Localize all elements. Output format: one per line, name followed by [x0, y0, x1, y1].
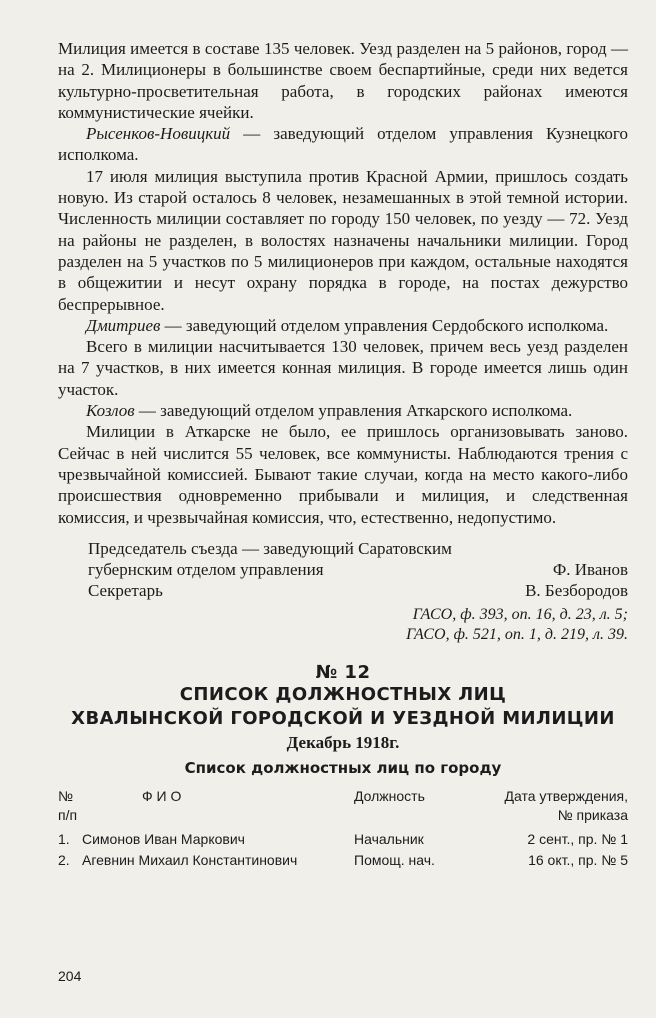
document-number: № 12 [315, 661, 371, 683]
table-header-row [58, 787, 628, 827]
speaker-paragraph [58, 123, 628, 166]
row-position: Начальник [354, 830, 424, 847]
officials-table [58, 787, 628, 869]
page-content [58, 38, 628, 869]
speaker-name: Дмитриев [86, 315, 161, 335]
header-position: Должность [354, 787, 425, 804]
speaker-role: — заведующий отделом управления Кузнецкого исполкома. [58, 124, 628, 165]
header-number: № п/п [58, 787, 78, 823]
document-title-line-1: СПИСОК ДОЛЖНОСТНЫХ ЛИЦ [179, 683, 507, 705]
paragraph: 17 июля милиция выступила против Красной Армии, пришлось создать новую. Из старой осталось 8 человек, незамешанных в этой темной истории. Численность милиции составляет по городу 150 человек, по уезду — 72. Уезд на районы не разделен, в волостях назначены начальники милиции. Город разделен на 5 участков по 5 милиционеров при каждом, остальные находятся в общежитии и несут охрану порядка в городе, на постах дежурство беспрерывное. [58, 166, 628, 314]
speaker-name: Козлов [86, 401, 135, 421]
speaker-paragraph [58, 400, 628, 421]
row-position: Помощ. нач. [354, 851, 435, 868]
paragraph: Всего в милиции насчитывается 130 человек, причем весь уезд разделен на 7 участков, в них имеется конная милиция. В городе имеется лишь один участок. [58, 337, 628, 399]
row-date: 2 сент., пр. № 1 [527, 830, 628, 847]
document-date: Декабрь 1918г. [286, 732, 400, 752]
page-number: 204 [58, 968, 82, 984]
speaker-role: — заведующий отделом управления Аткарского исполкома. [134, 401, 573, 421]
row-date: 16 окт., пр. № 5 [528, 851, 628, 868]
chair-name: Ф. Иванов [552, 560, 628, 580]
row-number: 2. [58, 851, 70, 868]
paragraph: Милиция имеется в составе 135 человек. Уезд разделен на 5 районов, город — на 2. Милиционеры в большинстве своем беспартийные, среди них ведется культурно-просветительная работа, в городских районах имеются коммунистические ячейки. [58, 39, 628, 122]
speaker-role: — заведующий отделом управления Сердобского исполкома. [160, 315, 609, 335]
source-line: ГАСО, ф. 393, оп. 16, д. 23, л. 5; [412, 605, 628, 623]
signature-block [58, 538, 628, 602]
speaker-paragraph [58, 315, 628, 336]
paragraph: Милиции в Аткарске не было, ее пришлось организовывать заново. Сейчас в ней числится 55 человек, все коммунисты. Наблюдаются трения с чрезвычайной комиссией. Бывают такие случаи, когда на место какого-либо происшествия одновременно прибывали и милиция, и следственная комиссия, и чрезвычайная комиссия, что, естественно, недопустимо. [58, 422, 628, 527]
document-title-line-2: ХВАЛЫНСКОЙ ГОРОДСКОЙ И УЕЗДНОЙ МИЛИЦИИ [71, 707, 615, 729]
document-title [58, 683, 628, 731]
header-date: Дата утверждения, № приказа [504, 787, 628, 823]
chair-title-line-1: Председатель съезда — заведующий Саратовским [88, 538, 452, 558]
secretary-name: В. Безбородов [525, 581, 628, 601]
source-line: ГАСО, ф. 521, оп. 1, д. 219, л. 39. [406, 626, 628, 644]
archive-sources [58, 605, 628, 646]
row-number: 1. [58, 830, 70, 847]
chair-title-line-2: губернским отделом управления [88, 560, 324, 580]
row-fio: Симонов Иван Маркович [82, 830, 245, 847]
row-fio: Агевнин Михаил Константинович [82, 851, 298, 868]
document-subtitle: Список должностных лиц по городу [184, 758, 502, 777]
table-row [58, 827, 628, 848]
table-row [58, 848, 628, 869]
header-fio: Ф И О [142, 787, 182, 804]
secretary-title: Секретарь [88, 581, 163, 601]
speaker-name: Рысенков-Новицкий [86, 124, 231, 144]
